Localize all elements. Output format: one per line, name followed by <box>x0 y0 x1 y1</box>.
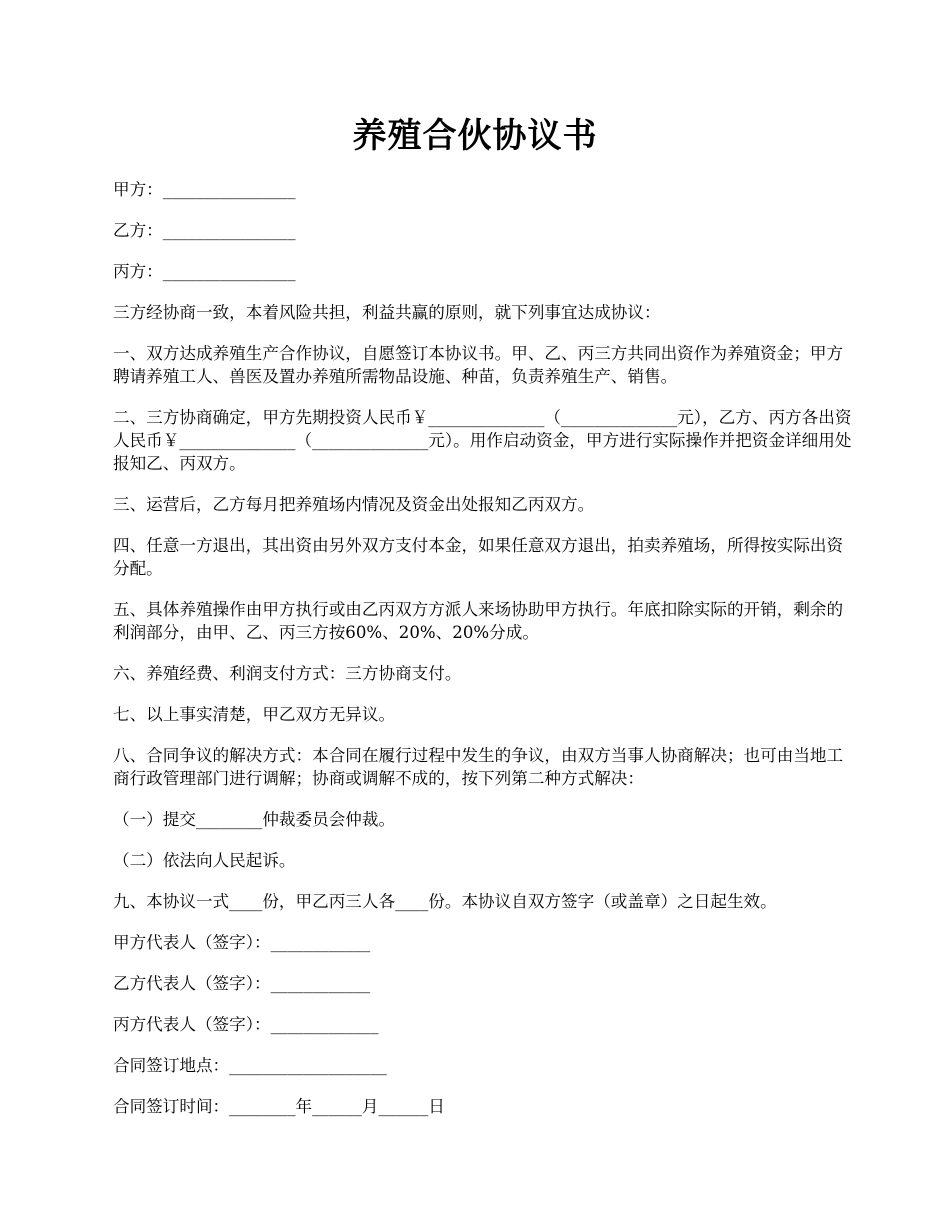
clause-5: 五、具体养殖操作由甲方执行或由乙丙双方方派人来场协助甲方执行。年底扣除实际的开销，剩余的利润部分，由甲、乙、丙三方按60%、20%、20%分成。 <box>113 600 844 642</box>
party-a-signature-line: 甲方代表人（签字）：____________ <box>113 933 371 952</box>
party-a-line: 甲方：________________ <box>113 180 296 199</box>
party-c-signature-line: 丙方代表人（签字）：_____________ <box>113 1015 379 1034</box>
clause-7: 七、以上事实清楚，甲乙双方无异议。 <box>113 705 396 724</box>
clause-2: 二、三方协商确定，甲方先期投资人民币￥______________（______________元），乙方、丙方各出资人民币￥______________（______________元）。用作启动资金，甲方进行实际操作并把资金详细用处报知乙、丙双方。 <box>113 408 852 473</box>
clause-4: 四、任意一方退出，其出资由另外双方支付本金，如果任意双方退出，拍卖养殖场，所得按实际出资分配。 <box>113 536 844 578</box>
clause-9: 九、本协议一式____份，甲乙丙三人各____份。本协议自双方签字（或盖章）之日起生效。 <box>113 892 777 911</box>
document-title: 养殖合伙协议书 <box>352 116 598 156</box>
clause-1: 一、双方达成养殖生产合作协议，自愿签订本协议书。甲、乙、丙三方共同出资作为养殖资金；甲方聘请养殖工人、兽医及置办养殖所需物品设施、种苗，负责养殖生产、销售。 <box>113 344 844 386</box>
party-c-line: 丙方：________________ <box>113 262 296 281</box>
preamble: 三方经协商一致，本着风险共担，利益共赢的原则，就下列事宜达成协议： <box>113 303 661 322</box>
clause-3: 三、运营后，乙方每月把养殖场内情况及资金出处报知乙丙双方。 <box>113 495 595 514</box>
document-body <box>113 178 853 1136</box>
clause-6: 六、养殖经费、利润支付方式：三方协商支付。 <box>113 664 462 683</box>
clause-8-option-1: （一）提交________仲裁委员会仲裁。 <box>113 810 396 829</box>
signing-date-line: 合同签订时间：________年______月______日 <box>113 1097 445 1116</box>
clause-8-option-2: （二）依法向人民起诉。 <box>113 851 296 870</box>
party-b-line: 乙方：________________ <box>113 221 296 240</box>
party-b-signature-line: 乙方代表人（签字）：____________ <box>113 974 371 993</box>
signing-place-line: 合同签订地点：___________________ <box>113 1056 387 1075</box>
clause-8: 八、合同争议的解决方式：本合同在履行过程中发生的争议，由双方当事人协商解决；也可由当地工商行政管理部门进行调解；协商或调解不成的，按下列第二种方式解决： <box>113 746 844 788</box>
